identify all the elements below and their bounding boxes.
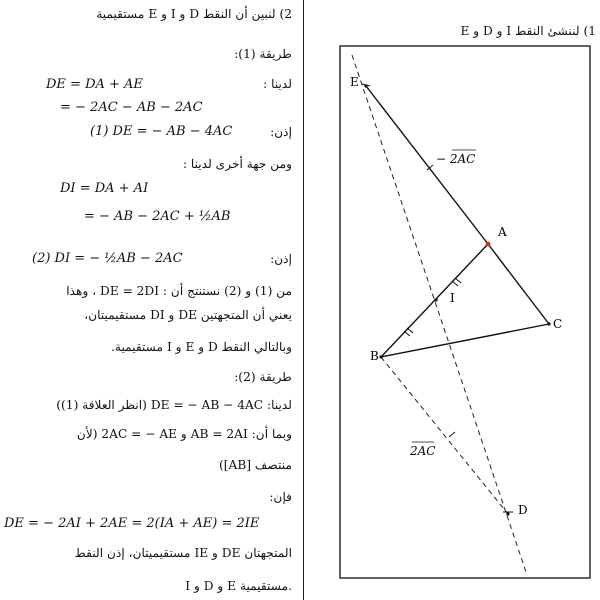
text-line: لدينا: DE = − AB − 4AC (انظر العلاقة (1)): [56, 398, 292, 412]
label-e: E: [350, 75, 359, 89]
segment-ac: [488, 244, 549, 324]
point-e: [364, 84, 367, 87]
point-c: [547, 322, 550, 325]
label-vector-minus-2ac: − 2AC: [436, 152, 476, 166]
text-line: يعني أن المتجهتين DE و DI مستقيميتان،: [84, 308, 292, 322]
equation-line: (2) DI = − ½AB − 2AC: [32, 251, 183, 266]
point-a: [486, 242, 491, 247]
point-i: [434, 298, 437, 301]
text-line: إذن:: [270, 125, 292, 139]
figure-frame: [340, 46, 590, 578]
label-c: C: [553, 317, 563, 331]
dashed-line-bd: [381, 357, 508, 514]
equation-line: DI = DA + AI: [60, 181, 149, 196]
dashed-line-eid: [352, 55, 527, 575]
point-b: [379, 355, 382, 358]
text-line: طريقة (1):: [234, 47, 292, 61]
text-line: منتصف [AB]): [219, 458, 292, 472]
segment-bc: [381, 324, 549, 357]
point-d: [506, 512, 509, 515]
tick-marks-ib: [404, 328, 413, 336]
equation-line: (1) DE = − AB − 4AC: [90, 124, 233, 139]
label-b: B: [370, 349, 379, 363]
text-line: طريقة (2):: [234, 370, 292, 384]
equation-line: = − 2AC − AB − 2AC: [60, 100, 203, 115]
construction-title: 1) لننشئ النقط I و D و E: [460, 24, 596, 38]
text-line: وبما أن: AB = 2AI و 2AC = − AE (لأن: [76, 427, 292, 441]
text-line: I و D و E مستقيمية.: [185, 579, 292, 593]
text-line: إذن:: [270, 252, 292, 266]
text-line: فإن:: [269, 490, 292, 504]
label-d: D: [518, 503, 528, 517]
tick-marks-ai: [452, 278, 461, 286]
text-line: ومن جهة أخرى لدينا :: [182, 157, 292, 171]
label-i: I: [450, 291, 455, 305]
equation-line: DE = − 2AI + 2AE = 2(IA + AE) = 2IE: [4, 516, 260, 531]
text-line: وبالتالي النقط D و E و I مستقيمية.: [111, 340, 292, 354]
equation-line: DE = DA + AE: [46, 77, 143, 92]
label-vector-2ac: 2AC: [410, 444, 436, 458]
text-line: من (1) و (2) نستنتج أن : DE = 2DI ، وهذا: [66, 284, 292, 298]
text-line: لدينا :: [263, 77, 292, 91]
equation-line: = − AB − 2AC + ½AB: [84, 209, 231, 224]
text-line: المتجهتان DE و IE مستقيميتان، إذن النقط: [74, 546, 292, 560]
label-a: A: [498, 225, 507, 239]
text-line: 2) لنبين أن النقط D و I و E مستقيمية: [96, 7, 292, 21]
